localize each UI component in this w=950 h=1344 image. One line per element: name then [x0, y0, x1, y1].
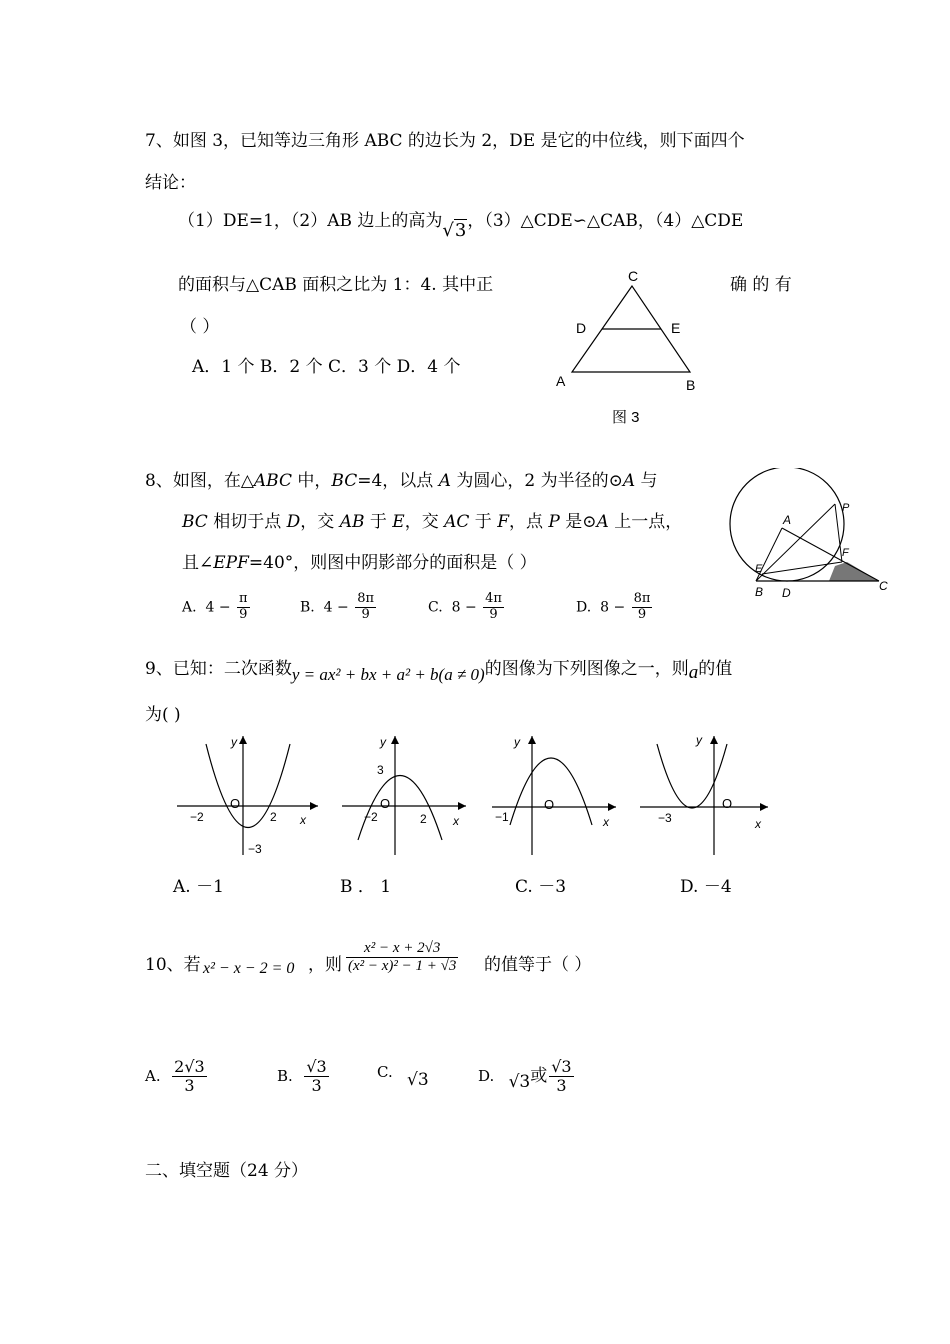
q8-fig-c: C: [879, 579, 888, 593]
q7-line3: [178, 206, 743, 241]
q8-line2a: 相切于点: [207, 512, 287, 532]
q8-fig-d: D: [782, 586, 791, 600]
q9-d-origin: O: [722, 796, 733, 811]
q9-line1b: 的图像为下列图像之一，则: [484, 659, 689, 679]
q7-line3b: ，（3）△CDE∽△CAB，（4）△CDE: [467, 211, 744, 231]
q9-d-xlabel: x: [755, 817, 761, 831]
q8-a2: A: [622, 471, 636, 491]
q10-numerator: x² − x + 2√3: [346, 940, 458, 958]
section-2-title: 二、填空题（24 分）: [145, 1161, 309, 1181]
q8-line2c: 于: [364, 512, 393, 532]
q7-line4b: 确 的 有: [730, 275, 792, 295]
q7-options: A．1 个 B．2 个 C．3 个 D．4 个: [192, 357, 461, 377]
q8-bc2: BC: [182, 512, 208, 532]
q7-line2: 结论：: [145, 173, 196, 193]
q9-option-a: A. －1: [173, 877, 224, 897]
q7-label-b: B: [686, 377, 696, 393]
q8-line3a: 且∠: [182, 553, 214, 573]
sqrt3: √3: [442, 220, 467, 241]
q9-b-tick-2: 2: [420, 812, 427, 826]
q10-expression: [344, 940, 460, 976]
q8-epf: EPF: [213, 553, 249, 573]
q9-c-ylabel: y: [514, 735, 520, 749]
q8-f: F: [497, 512, 510, 532]
q8-line1c: =4，以点: [357, 471, 439, 491]
q9-line2: 为( ): [145, 705, 181, 725]
q8-line1e: 与: [635, 471, 658, 491]
q9-b-origin: O: [380, 796, 391, 811]
q7-label-c: C: [628, 268, 639, 284]
q10-line1b: ，则: [308, 955, 342, 975]
q7-label-e: E: [671, 320, 681, 336]
q9-c-xlabel: x: [603, 815, 609, 829]
q9-graph-d: [638, 730, 778, 860]
q8-bc: BC: [331, 471, 358, 491]
q8-fig-p: P: [842, 502, 850, 514]
q7-figure: [545, 262, 705, 432]
q8-line2d: ，交: [404, 512, 445, 532]
q8-ab: AB: [339, 512, 365, 532]
q7-label-d: D: [576, 320, 587, 336]
q9-option-b: B ． 1: [340, 877, 392, 897]
q8-line2e: 于: [469, 512, 498, 532]
q7-paren: （ ）: [180, 317, 220, 337]
q8-d: D: [286, 512, 301, 532]
q9-d-ylabel: y: [696, 733, 702, 747]
q10-line1a: 10、若: [145, 955, 201, 975]
q8-option-a: A. 4 − $\frac{\pi}{9}$: [182, 591, 248, 622]
q9-line1a: 9、已知：二次函数: [145, 659, 292, 679]
q10-denominator: (x² − x)² − 1 + √3: [348, 958, 457, 975]
q8-fig-a: A: [783, 513, 792, 527]
q9-c-origin: O: [544, 797, 555, 812]
q8-line1d: 为圆心，2 为半径的⊙: [450, 471, 623, 491]
q9-graph-a: [172, 730, 322, 860]
q8-option-b: B. 4 − $\frac{8\pi}{9}$: [300, 591, 375, 622]
q9-a: a: [688, 662, 699, 683]
q9-c-tick-neg1: −1: [495, 810, 509, 824]
q8-fig-e: E: [755, 563, 763, 575]
q8-line1: [145, 466, 658, 491]
q8-ac: AC: [444, 512, 470, 532]
q8-line1a: 8、如图，在△: [145, 471, 254, 491]
q9-a-tick-neg2: −2: [190, 810, 204, 824]
q7-line3a: （1）DE=1，（2）AB 边上的高为: [178, 211, 443, 231]
q7-caption: 图 3: [612, 409, 640, 426]
q9-a-xlabel: x: [300, 813, 306, 827]
q7-line1: 7、如图 3，已知等边三角形 ABC 的边长为 2，DE 是它的中位线，则下面四个: [145, 131, 745, 151]
q8-option-c: C. 8 − $\frac{4\pi}{9}$: [428, 591, 502, 622]
q8-abc: ABC: [253, 471, 292, 491]
q9-line1c: 的值: [698, 659, 733, 679]
q10-option-c: C. √3: [377, 1063, 429, 1090]
q10-option-b: B. $\frac{√3}{3}$: [277, 1057, 327, 1096]
q9-b-tick-neg2: −2: [364, 810, 378, 824]
q9-graph-c: [490, 730, 620, 860]
q8-line3b: =40°，则图中阴影部分的面积是（ ）: [248, 553, 537, 573]
q9-graph-b: [340, 730, 470, 860]
q8-option-d: D. 8 − $\frac{8\pi}{9}$: [576, 591, 651, 622]
q9-formula: y = ax² + bx + a² + b(a ≠ 0): [291, 665, 485, 684]
q8-line2: [182, 507, 682, 532]
q10-condition: x² − x − 2 = 0: [203, 960, 295, 977]
q7-line4: 的面积与△CAB 面积之比为 1：4. 其中正: [178, 275, 494, 295]
q8-line3: [182, 548, 537, 573]
q8-line2g: 是⊙: [559, 512, 597, 532]
q9-a-origin: O: [230, 796, 241, 811]
q9-a-ylabel: y: [231, 735, 237, 749]
q7-label-a: A: [556, 373, 566, 389]
q10-option-d: D. √3或 $\frac{√3}{3}$: [478, 1057, 572, 1096]
q9-b-ylabel: y: [380, 735, 386, 749]
q8-line2b: ，交: [300, 512, 340, 532]
q8-a3: A: [596, 512, 609, 532]
q8-line2h: 上一点，: [608, 512, 683, 532]
q8-p: P: [548, 512, 560, 532]
q8-fig-b: B: [755, 585, 764, 599]
q9-line1: [145, 654, 733, 684]
q10-option-a: A. $\frac{2√3}{3}$: [145, 1057, 205, 1096]
q9-a-tick-neg3: −3: [248, 842, 262, 856]
q8-fig-f: F: [842, 547, 849, 559]
q9-a-tick-2: 2: [270, 810, 277, 824]
q8-a: A: [438, 471, 451, 491]
q8-line2f: ，点: [509, 512, 549, 532]
q9-b-xlabel: x: [453, 814, 459, 828]
q9-d-tick-neg3: −3: [658, 811, 672, 825]
q8-figure: [722, 468, 902, 603]
q8-e: E: [392, 512, 405, 532]
q8-line1b: 中，: [291, 471, 332, 491]
q9-option-d: D. －4: [680, 877, 732, 897]
q10-line1c: 的值等于（ ）: [484, 955, 592, 975]
q9-option-c: C. －3: [515, 877, 567, 897]
q9-b-tick-3: 3: [377, 763, 384, 777]
